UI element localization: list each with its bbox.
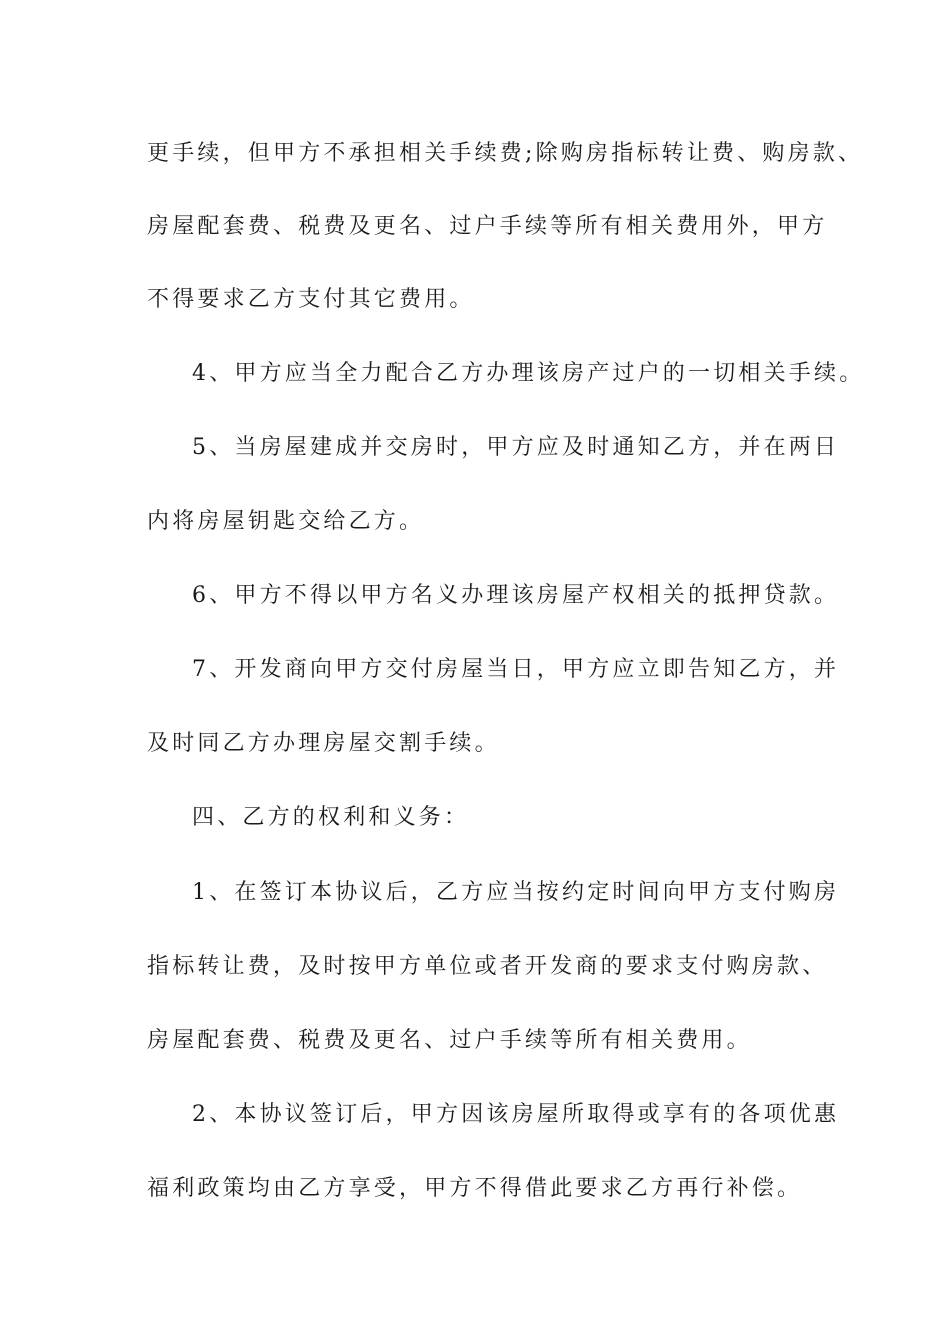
paragraph-item-6: 6、甲方不得以甲方名义办理该房屋产权相关的抵押贷款。 — [192, 583, 840, 608]
text-line: 更手续，但甲方不承担相关手续费;除购房指标转让费、购房款、 — [147, 141, 864, 166]
paragraph-item-4: 4、甲方应当全力配合乙方办理该房产过户的一切相关手续。 — [192, 361, 865, 386]
section-heading: 四、乙方的权利和义务： — [192, 805, 470, 830]
text-line: 指标转让费，及时按甲方单位或者开发商的要求支付购房款、 — [147, 954, 828, 979]
text-line: 房屋配套费、税费及更名、过户手续等所有相关费用外，甲方 — [147, 214, 828, 239]
text-line: 不得要求乙方支付其它费用。 — [147, 287, 475, 312]
text-line: 福利政策均由乙方享受，甲方不得借此要求乙方再行补偿。 — [147, 1176, 803, 1201]
paragraph-item-5: 5、当房屋建成并交房时，甲方应及时通知乙方，并在两日 — [192, 435, 840, 460]
text-line: 房屋配套费、税费及更名、过户手续等所有相关费用。 — [147, 1028, 752, 1053]
paragraph-item-2: 2、本协议签订后，甲方因该房屋所取得或享有的各项优惠 — [192, 1102, 840, 1127]
paragraph-item-7: 7、开发商向甲方交付房屋当日，甲方应立即告知乙方，并 — [192, 657, 840, 682]
text-line: 内将房屋钥匙交给乙方。 — [147, 509, 425, 534]
text-line: 及时同乙方办理房屋交割手续。 — [147, 731, 500, 756]
paragraph-item-1: 1、在签订本协议后，乙方应当按约定时间向甲方支付购房 — [192, 880, 840, 905]
